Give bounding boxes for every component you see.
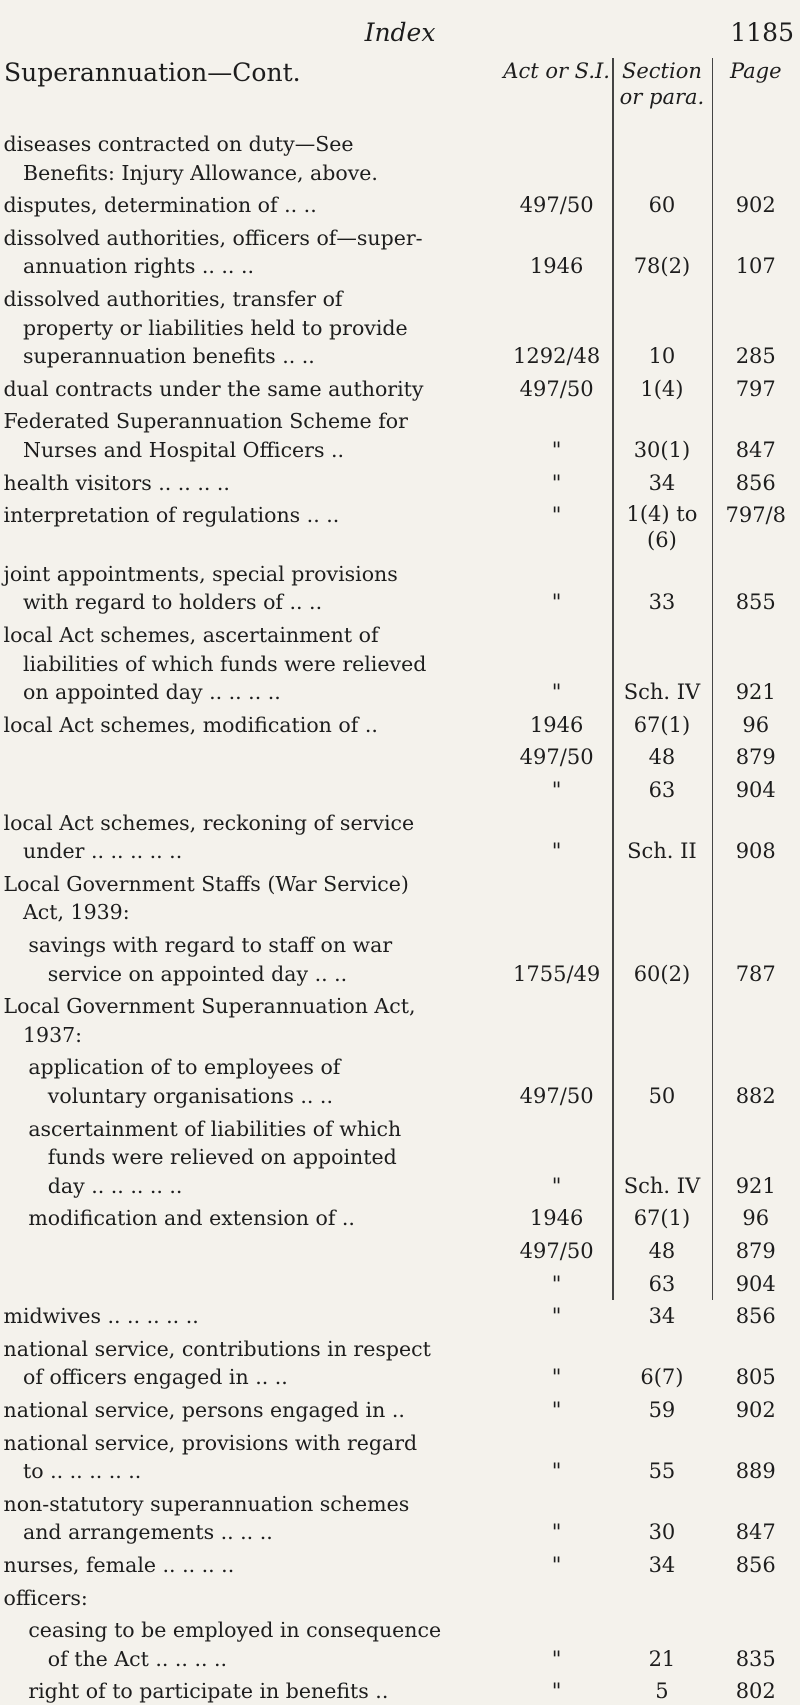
act-reference: " <box>551 1173 562 1198</box>
entry-text: Local Government Staffs (War Service) <box>3 871 409 896</box>
section-reference: 10 <box>648 344 676 369</box>
page-reference: 904 <box>735 778 776 802</box>
column-head-page: Page <box>729 59 782 83</box>
section-reference: 34 <box>648 470 676 495</box>
page-reference: 847 <box>735 1520 776 1545</box>
act-reference: " <box>551 438 562 462</box>
entry-text: savings with regard to staff on war <box>28 933 393 957</box>
act-reference: " <box>551 590 562 615</box>
entry-text: right of to participate in benefits .. <box>28 1679 389 1704</box>
entry-text: voluntary organisations .. .. <box>47 1084 333 1108</box>
section-reference: Sch. IV <box>623 1173 701 1198</box>
entry-text: to .. .. .. .. .. <box>23 1459 142 1484</box>
entry-text: interpretation of regulations .. .. <box>3 503 340 528</box>
entry-text: with regard to holders of .. .. <box>23 590 323 615</box>
entry-text: local Act schemes, ascertainment of <box>3 623 379 647</box>
entry-text: service on appointed day .. .. <box>47 961 348 986</box>
entry-text: Local Government Superannuation Act, <box>3 994 416 1019</box>
entry-text: non-statutory superannuation schemes <box>3 1491 410 1516</box>
entry-text: health visitors .. .. .. .. <box>3 470 230 495</box>
section-reference: 1(4) to (6) <box>626 502 698 553</box>
entry-text: national service, persons engaged in .. <box>3 1398 405 1422</box>
entry-text: funds were relieved on appointed <box>47 1145 397 1170</box>
act-reference: " <box>551 1646 562 1671</box>
section-reference: 34 <box>648 1304 676 1329</box>
act-reference: " <box>551 1304 562 1329</box>
page-reference: 787 <box>735 961 776 986</box>
entry-text: of the Act .. .. .. .. <box>47 1646 228 1671</box>
act-reference: 497/50 <box>519 1084 594 1108</box>
entry-text: midwives .. .. .. .. .. <box>3 1304 199 1329</box>
entry-text: on appointed day .. .. .. .. <box>23 680 281 705</box>
running-title: Index <box>364 18 436 47</box>
section-title: Superannuation—Cont. <box>4 58 301 87</box>
entry-text: nurses, female .. .. .. .. <box>3 1553 235 1577</box>
page-reference: 797 <box>735 376 776 401</box>
entry-text: 1937: <box>23 1022 83 1047</box>
entry-text: superannuation benefits .. .. <box>23 344 315 369</box>
entry-text: national service, contributions in respect <box>3 1336 431 1361</box>
section-reference: Sch. II <box>627 839 697 864</box>
page-reference: 902 <box>735 193 776 218</box>
page-reference: 835 <box>735 1646 776 1671</box>
act-reference: 1946 <box>529 254 584 279</box>
act-reference: " <box>551 839 562 864</box>
entry-text: application of to employees of <box>28 1055 341 1080</box>
page-reference: 921 <box>735 1173 776 1198</box>
act-reference: " <box>551 778 562 802</box>
section-reference: 33 <box>648 590 676 615</box>
section-reference: 59 <box>648 1398 676 1422</box>
page-reference: 847 <box>735 438 776 462</box>
section-reference: 63 <box>648 1271 676 1296</box>
entry-text: diseases contracted on duty—See <box>3 132 354 156</box>
page-reference: 802 <box>735 1679 776 1704</box>
section-reference: 1(4) <box>640 376 684 401</box>
entry-text: Benefits: Injury Allowance, above. <box>23 160 378 185</box>
act-reference: 1946 <box>529 712 584 737</box>
column-head-act: Act or S.I. <box>503 59 610 83</box>
section-reference: 48 <box>648 1239 676 1263</box>
section-reference: 63 <box>648 778 676 802</box>
page-reference: 855 <box>735 590 776 615</box>
page-reference: 882 <box>735 1084 776 1108</box>
page-number: 1185 <box>730 18 794 47</box>
page-reference: 856 <box>735 1304 776 1329</box>
section-reference: 30(1) <box>633 438 691 462</box>
entry-text: national service, provisions with regard <box>3 1430 418 1455</box>
entry-text: liabilities of which funds were relieved <box>23 651 427 676</box>
page-reference: 285 <box>735 344 776 369</box>
section-reference: 60 <box>648 193 676 218</box>
entry-text: of officers engaged in .. .. <box>23 1365 288 1390</box>
act-reference: " <box>551 1553 562 1577</box>
entry-text: ceasing to be employed in consequence <box>28 1618 442 1643</box>
act-reference: 497/50 <box>519 193 594 218</box>
section-reference: 78(2) <box>633 254 691 279</box>
entry-text: officers: <box>3 1585 88 1610</box>
section-reference: 67(1) <box>633 712 691 737</box>
column-head-section: Section or para. <box>619 59 705 109</box>
page-reference: 902 <box>735 1398 776 1422</box>
section-reference: 6(7) <box>640 1365 684 1390</box>
section-reference: Sch. IV <box>623 680 701 705</box>
act-reference: " <box>551 503 562 528</box>
page-reference: 797/8 <box>725 503 786 528</box>
entry-text: disputes, determination of .. .. <box>3 193 317 218</box>
act-reference: " <box>551 1398 562 1422</box>
act-reference: " <box>551 1679 562 1704</box>
page-reference: 107 <box>735 254 776 279</box>
entry-text: dissolved authorities, transfer of <box>3 287 343 311</box>
section-reference: 21 <box>648 1646 676 1671</box>
act-reference: 1755/49 <box>513 961 601 986</box>
page-reference: 921 <box>735 680 776 705</box>
page-reference: 96 <box>742 1206 770 1231</box>
page-reference: 805 <box>735 1365 776 1390</box>
page-reference: 904 <box>735 1271 776 1296</box>
section-reference: 67(1) <box>633 1206 691 1231</box>
page-reference: 856 <box>735 470 776 495</box>
section-reference: 60(2) <box>633 961 691 986</box>
entry-text: dissolved authorities, officers of—super- <box>3 225 423 250</box>
section-reference: 50 <box>648 1084 676 1108</box>
act-reference: 1946 <box>529 1206 584 1231</box>
page-reference: 879 <box>735 745 776 770</box>
entry-text: and arrangements .. .. .. <box>23 1520 273 1545</box>
entry-text: joint appointments, special provisions <box>3 561 398 586</box>
page-reference: 889 <box>735 1459 776 1484</box>
act-reference: 497/50 <box>519 1239 594 1263</box>
act-reference: 497/50 <box>519 745 594 770</box>
entry-text: annuation rights .. .. .. <box>23 254 254 279</box>
section-reference: 55 <box>648 1459 676 1484</box>
act-reference: " <box>551 1459 562 1484</box>
act-reference: " <box>551 680 562 705</box>
entry-text: Federated Superannuation Scheme for <box>3 409 408 434</box>
entry-text: day .. .. .. .. .. <box>47 1173 183 1198</box>
section-reference: 5 <box>655 1679 669 1704</box>
entry-text: Nurses and Hospital Officers .. <box>23 438 345 462</box>
entry-text: local Act schemes, reckoning of service <box>3 810 415 835</box>
entry-text: dual contracts under the same authority <box>3 376 424 401</box>
entry-text: ascertainment of liabilities of which <box>28 1116 402 1141</box>
section-reference: 48 <box>648 745 676 770</box>
act-reference: " <box>551 1365 562 1390</box>
entry-text: Act, 1939: <box>23 900 130 925</box>
section-reference: 34 <box>648 1553 676 1577</box>
entry-text: under .. .. .. .. .. <box>23 839 183 864</box>
section-reference: 30 <box>648 1520 676 1545</box>
entry-text: local Act schemes, modification of .. <box>3 712 378 737</box>
act-reference: 1292/48 <box>513 344 601 369</box>
act-reference: " <box>551 1271 562 1296</box>
act-reference: " <box>551 470 562 495</box>
entry-text: modification and extension of .. <box>28 1206 355 1231</box>
page-reference: 908 <box>735 839 776 864</box>
act-reference: " <box>551 1520 562 1545</box>
page-reference: 96 <box>742 712 770 737</box>
entry-text: property or liabilities held to provide <box>23 315 408 340</box>
page-reference: 879 <box>735 1239 776 1263</box>
page-reference: 856 <box>735 1553 776 1577</box>
act-reference: 497/50 <box>519 376 594 401</box>
